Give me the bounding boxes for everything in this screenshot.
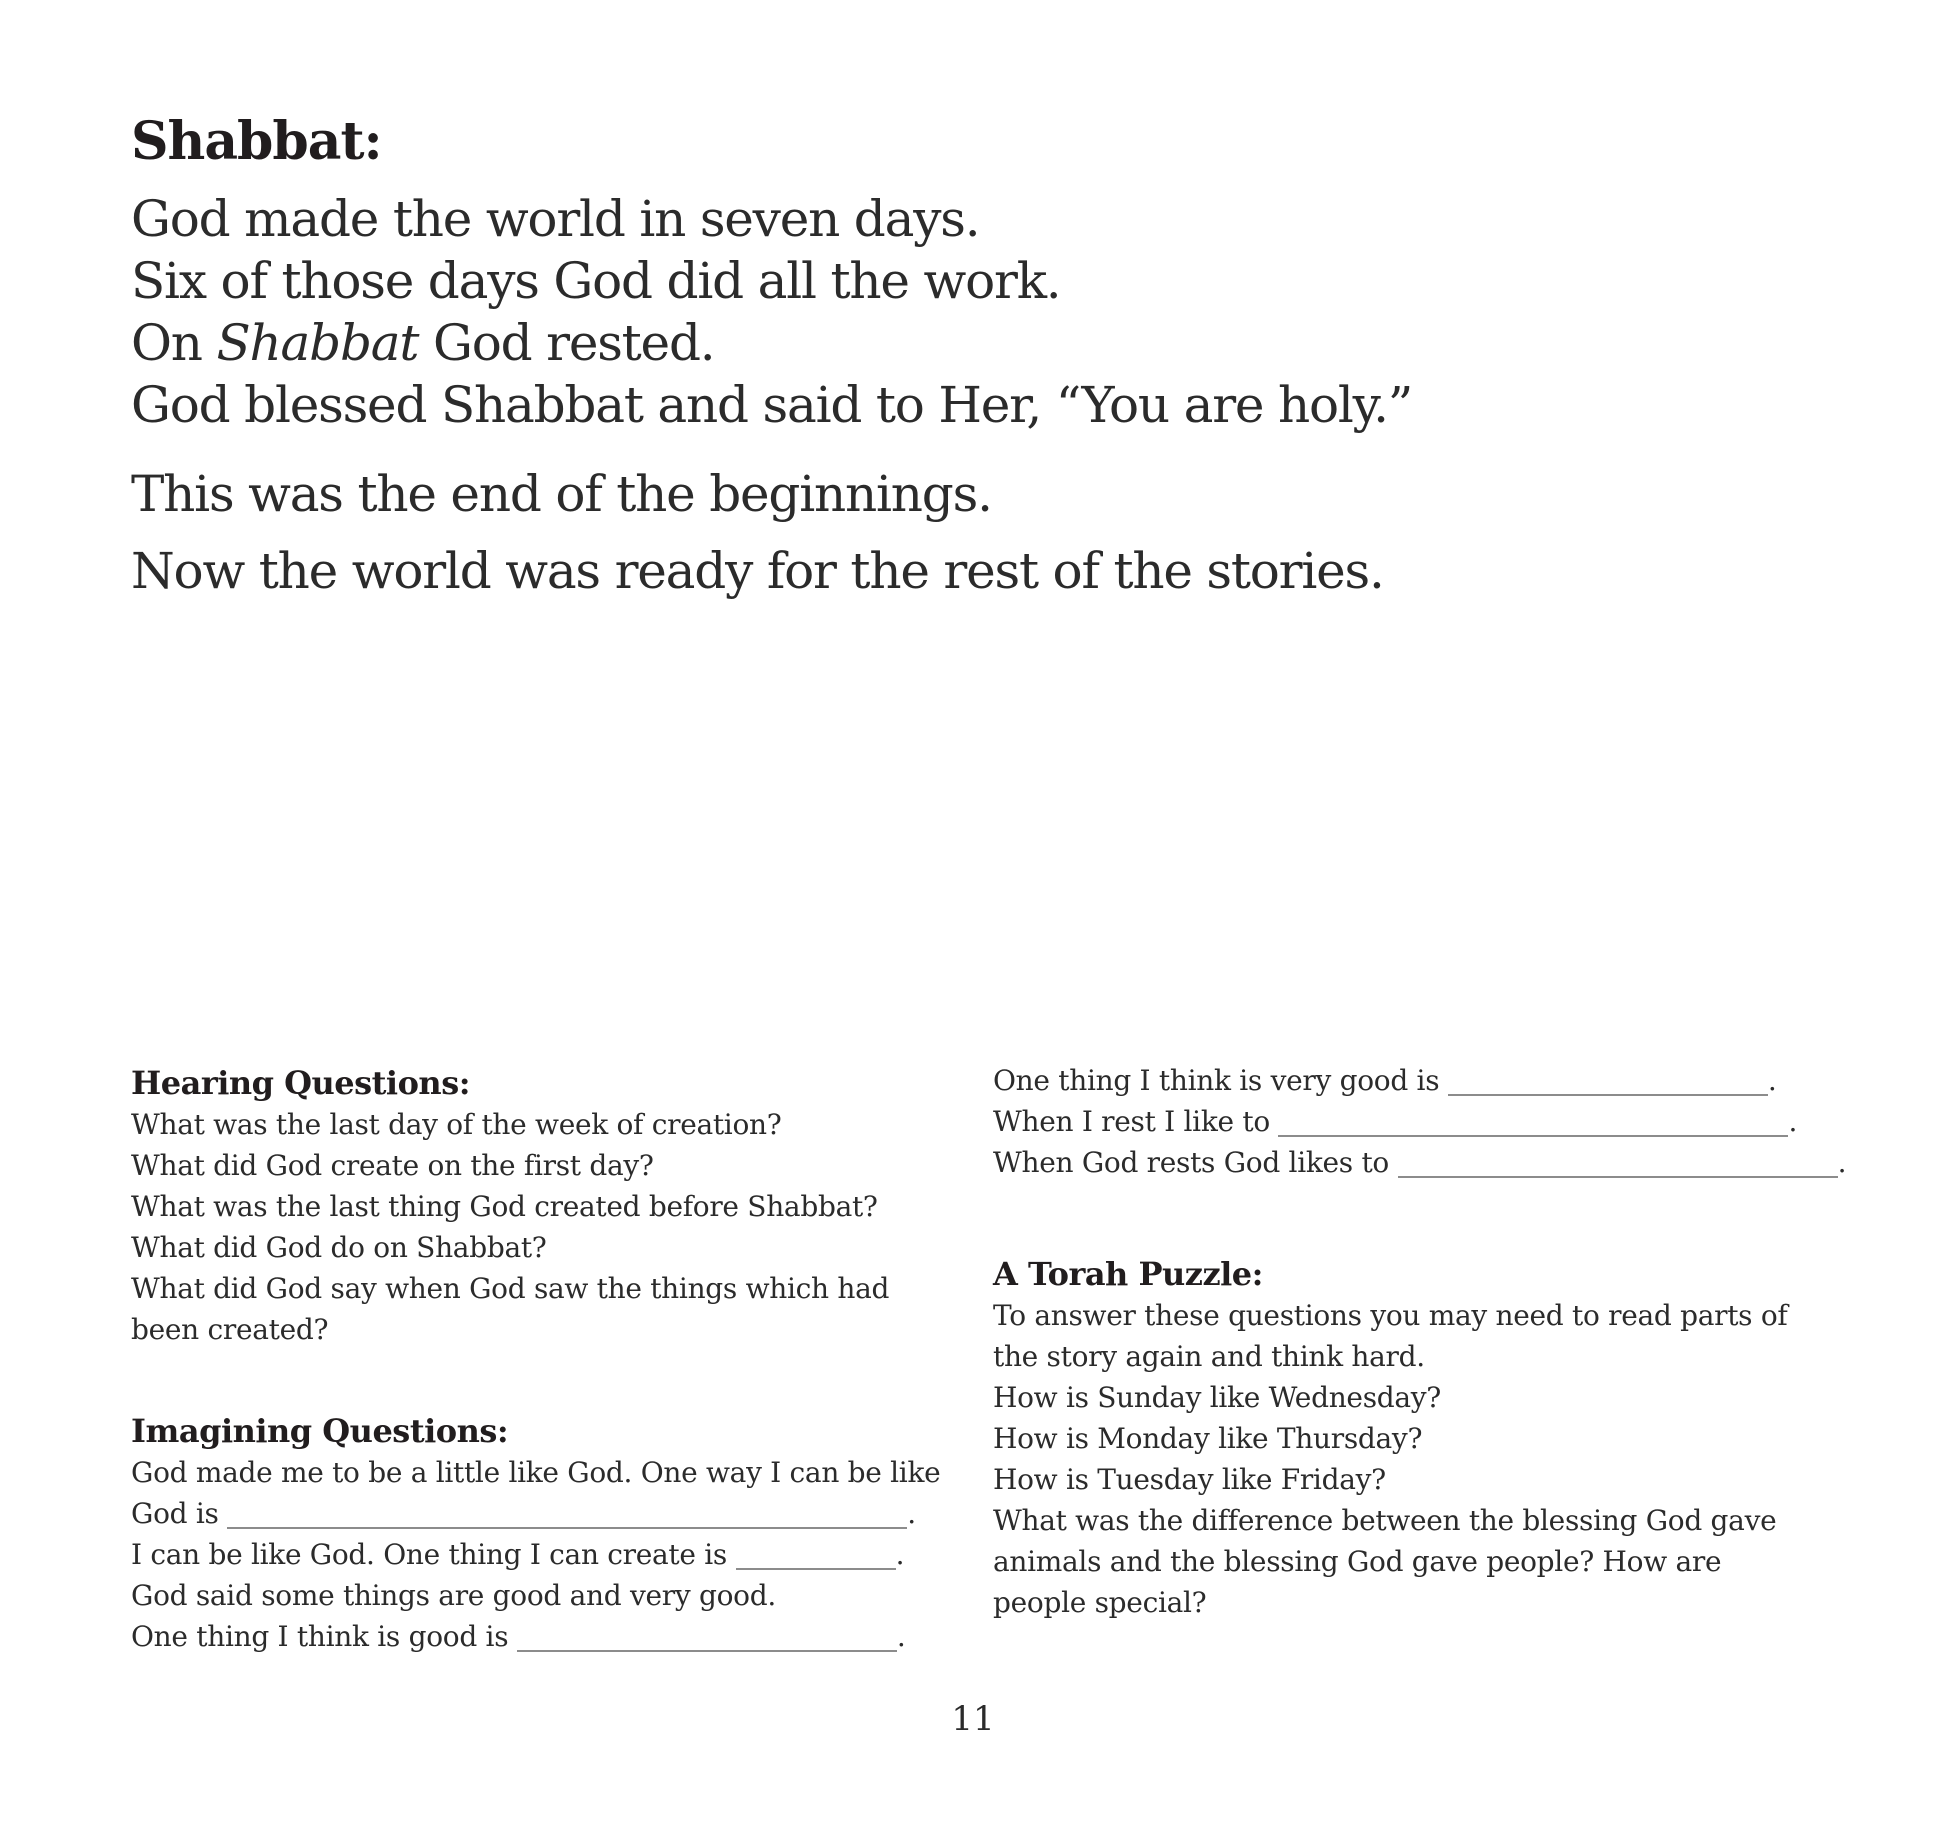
story-line-3-pre: On — [131, 314, 217, 372]
story-line-2: Six of those days God did all the work. — [131, 252, 1061, 310]
hearing-question-1: What was the last day of the week of creation? — [131, 1108, 782, 1141]
imagining-fill-in-2-period: . — [895, 1538, 905, 1571]
imagining-questions-heading: Imagining Questions: — [131, 1412, 509, 1450]
right-column — [993, 1060, 1893, 1623]
torah-puzzle-question-4-line-1: What was the difference between the blessing God gave — [993, 1504, 1777, 1537]
story-paragraph-3: Now the world was ready for the rest of the stories. — [131, 542, 1384, 600]
torah-puzzle-question-3: How is Tuesday like Friday? — [993, 1463, 1386, 1496]
torah-puzzle-question-4-line-2: animals and the blessing God gave people? How are — [993, 1545, 1722, 1578]
torah-puzzle-question-1: How is Sunday like Wednesday? — [993, 1381, 1442, 1414]
imagining-fill-in-3 — [131, 1616, 1011, 1657]
rest-fill-in-2 — [993, 1101, 1893, 1142]
imagining-line-4: God said some things are good and very good. — [131, 1579, 776, 1612]
rest-fill-in-1-period: . — [1767, 1064, 1777, 1097]
imagining-fill-in-3-text: One thing I think is good is — [131, 1620, 517, 1653]
imagining-fill-in-1-text: God is — [131, 1497, 228, 1530]
fill-in-blank — [1398, 1146, 1838, 1178]
rest-fill-in-2-text: When I rest I like to — [993, 1105, 1279, 1138]
hearing-question-3: What was the last thing God created before Shabbat? — [131, 1190, 878, 1223]
story-line-3-italic-word: Shabbat — [216, 314, 419, 372]
imagining-fill-in-3-period: . — [896, 1620, 906, 1653]
torah-puzzle-intro-line-2: the story again and think hard. — [993, 1340, 1425, 1373]
rest-fill-in-1 — [993, 1060, 1893, 1101]
fill-in-blank — [227, 1497, 907, 1529]
hearing-question-2: What did God create on the first day? — [131, 1149, 654, 1182]
rest-fill-in-2-period: . — [1788, 1105, 1798, 1138]
fill-in-blank — [517, 1620, 897, 1652]
story-heading: Shabbat: — [131, 111, 382, 172]
story-paragraph-2: This was the end of the beginnings. — [131, 465, 992, 523]
fill-in-blank — [736, 1538, 896, 1570]
imagining-fill-in-1-period: . — [907, 1497, 916, 1530]
story-line-4: God blessed Shabbat and said to Her, “You are holy.” — [131, 376, 1413, 434]
fill-in-blank — [1278, 1105, 1788, 1137]
fill-in-blank — [1448, 1064, 1768, 1096]
rest-fill-in-3-text: When God rests God likes to — [993, 1146, 1398, 1179]
imagining-fill-in-2 — [131, 1534, 1011, 1575]
story-line-3 — [131, 312, 1412, 374]
story-line-3-post: God rested. — [418, 314, 715, 372]
story-section — [131, 112, 1412, 602]
rest-fill-in-1-text: One thing I think is very good is — [993, 1064, 1448, 1097]
hearing-question-5-line-2: been created? — [131, 1313, 329, 1346]
rest-fill-in-3 — [993, 1142, 1893, 1183]
hearing-question-5-line-1: What did God say when God saw the things which had — [131, 1272, 890, 1305]
rest-fill-in-3-period: . — [1837, 1146, 1847, 1179]
torah-puzzle-question-4-line-3: people special? — [993, 1586, 1207, 1619]
story-line-1: God made the world in seven days. — [131, 190, 980, 248]
imagining-fill-in-2-text: I can be like God. One thing I can create is — [131, 1538, 736, 1571]
hearing-questions-heading: Hearing Questions: — [131, 1064, 471, 1102]
hearing-question-4: What did God do on Shabbat? — [131, 1231, 547, 1264]
imagining-line-1: God made me to be a little like God. One way I can be like — [131, 1456, 941, 1489]
left-column — [131, 1062, 1011, 1657]
torah-puzzle-question-2: How is Monday like Thursday? — [993, 1422, 1423, 1455]
imagining-fill-in-1 — [131, 1493, 1011, 1534]
page-number: 11 — [951, 1699, 995, 1739]
torah-puzzle-intro-line-1: To answer these questions you may need to read parts of — [993, 1299, 1788, 1332]
torah-puzzle-heading: A Torah Puzzle: — [993, 1255, 1263, 1293]
